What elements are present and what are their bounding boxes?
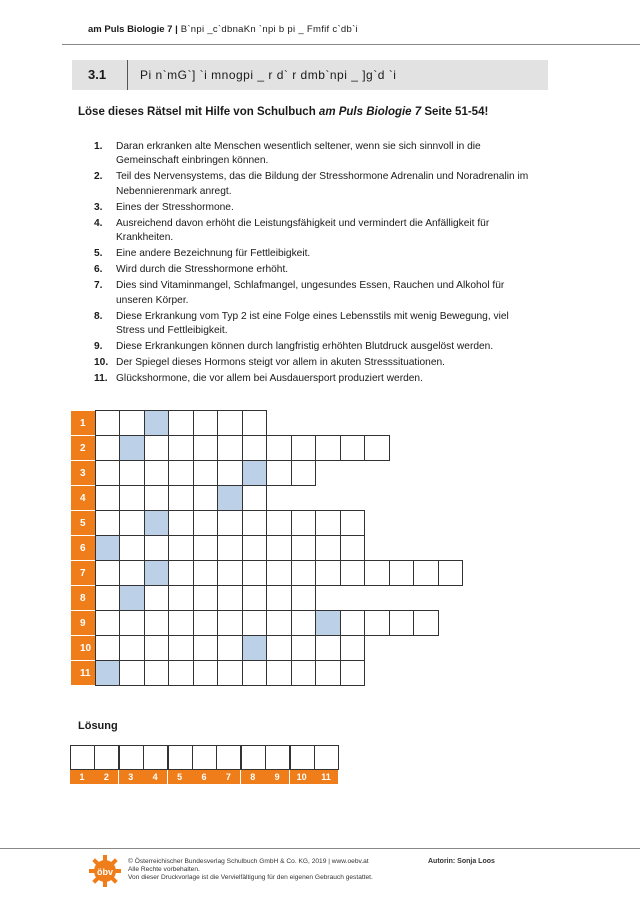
crossword-cell[interactable] [291,610,317,636]
crossword-cell[interactable] [193,460,219,486]
solution-box[interactable] [143,745,168,770]
crossword-cell[interactable] [217,435,243,461]
crossword-solution-cell[interactable] [95,535,121,561]
crossword-cell[interactable] [315,435,341,461]
crossword-cell[interactable] [364,610,390,636]
crossword-cell[interactable] [144,610,170,636]
crossword-cell[interactable] [242,610,268,636]
crossword-cell[interactable] [168,610,194,636]
clue-text: Wird durch die Stresshormone erhöht. [116,264,289,276]
clue-text: Eine andere Bezeichnung für Fettleibigkeit. [116,248,311,260]
solution-box[interactable] [216,745,241,770]
clue-number: 3. [94,201,103,213]
clue-item [94,356,538,370]
crossword-cell[interactable] [95,460,121,486]
header-book: am Puls Biologie 7 | [88,24,178,35]
crossword-cell[interactable] [168,560,194,586]
clue-number: 6. [94,264,103,276]
solution-box[interactable] [192,745,217,770]
clue-item [94,310,538,339]
clue-item [94,372,538,386]
crossword-solution-cell[interactable] [315,610,341,636]
footer-line: Von dieser Druckvorlage ist die Vervielfältigung für den eigenen Gebrauch gestattet. [128,874,373,882]
header-subtitle: B`npi _c`dbnaKn `npi b pi _ Fmfif c`db`i [177,24,358,35]
crossword-cell[interactable] [144,485,170,511]
crossword-cell[interactable] [315,510,341,536]
solution-number: 2 [94,770,119,784]
crossword-solution-cell[interactable] [144,410,170,436]
solution-number: 7 [216,770,241,784]
clue-text: Eines der Stresshormone. [116,201,234,213]
crossword-cell[interactable] [95,510,121,536]
clue-text: Dies sind Vitaminmangel, Schlafmangel, ungesundes Essen, Rauchen und Alkohol für unseren Körper. [116,280,505,306]
clue-text: Daran erkranken alte Menschen wesentlich seltener, wenn sie sich sinnvoll in die Gemeinschaft einbringen können. [116,141,481,167]
crossword-cell[interactable] [119,535,145,561]
crossword-cell[interactable] [340,635,366,661]
instruction-suffix: Seite 51-54! [421,106,489,118]
solution-label: Lösung [78,720,118,732]
solution-number: 10 [290,770,315,784]
crossword-cell[interactable] [95,635,121,661]
crossword-cell[interactable] [144,585,170,611]
crossword-cell[interactable] [217,660,243,686]
clue-item [94,247,538,261]
crossword-cell[interactable] [413,560,439,586]
crossword-row-number: 5 [70,510,96,536]
clue-item [94,340,538,354]
crossword-cell[interactable] [364,560,390,586]
footer-author: Autorin: Sonja Loos [428,858,495,865]
crossword-row-number: 6 [70,535,96,561]
crossword-cell[interactable] [291,660,317,686]
solution-box[interactable] [119,745,144,770]
crossword-cell[interactable] [119,560,145,586]
crossword-cell[interactable] [413,610,439,636]
clue-item [94,263,538,277]
crossword-row-number: 10 [70,635,96,661]
crossword-cell[interactable] [291,535,317,561]
crossword-cell[interactable] [340,610,366,636]
crossword-cell[interactable] [119,635,145,661]
crossword-cell[interactable] [340,560,366,586]
page-header [88,24,358,35]
clue-number: 2. [94,171,103,183]
crossword-cell[interactable] [242,535,268,561]
crossword-cell[interactable] [266,585,292,611]
crossword-solution-cell[interactable] [144,560,170,586]
crossword-cell[interactable] [438,560,464,586]
crossword-row-number: 8 [70,585,96,611]
crossword-cell[interactable] [144,635,170,661]
crossword-cell[interactable] [193,660,219,686]
crossword-cell[interactable] [291,460,317,486]
crossword-cell[interactable] [217,535,243,561]
crossword-cell[interactable] [217,560,243,586]
crossword-solution-cell[interactable] [119,585,145,611]
clue-number: 1. [94,141,103,152]
clue-text: Diese Erkrankung vom Typ 2 ist eine Folge eines Lebensstils mit wenig Bewegung, viel Stress und Fettleibigkeit. [116,310,509,337]
crossword-row-number: 7 [70,560,96,586]
crossword-cell[interactable] [389,610,415,636]
crossword-cell[interactable] [119,610,145,636]
crossword-cell[interactable] [193,435,219,461]
crossword-cell[interactable] [217,610,243,636]
instruction [78,106,488,118]
crossword-cell[interactable] [144,660,170,686]
crossword-cell[interactable] [291,560,317,586]
crossword-cell[interactable] [119,660,145,686]
crossword-cell[interactable] [144,535,170,561]
solution-box[interactable] [70,745,95,770]
crossword-cell[interactable] [315,635,341,661]
crossword-cell[interactable] [340,535,366,561]
solution-box[interactable] [290,745,315,770]
clue-text: Der Spiegel dieses Hormons steigt vor allem in akuten Stresssituationen. [116,357,445,369]
crossword-cell[interactable] [95,485,121,511]
crossword-cell[interactable] [193,535,219,561]
crossword-cell[interactable] [95,585,121,611]
crossword-solution-cell[interactable] [217,485,243,511]
solution-number: 5 [168,770,193,784]
crossword-cell[interactable] [266,510,292,536]
clue-number: 8. [94,310,103,322]
crossword-cell[interactable] [168,435,194,461]
crossword-cell[interactable] [193,560,219,586]
solution-number: 8 [241,770,266,784]
crossword-cell[interactable] [168,535,194,561]
crossword-solution-cell[interactable] [242,460,268,486]
clue-text: Glückshormone, die vor allem bei Ausdauersport produziert werden. [116,373,423,385]
crossword-cell[interactable] [168,410,194,436]
crossword-row-number: 1 [70,410,96,436]
crossword-cell[interactable] [315,535,341,561]
crossword-cell[interactable] [242,485,268,511]
footer-line: Alle Rechte vorbehalten. [128,866,200,874]
solution-number: 9 [265,770,290,784]
clue-item [94,170,538,199]
solution-number: 6 [192,770,217,784]
header-divider [62,44,640,45]
solution-box[interactable] [94,745,119,770]
solution-number: 4 [143,770,168,784]
crossword-cell[interactable] [340,510,366,536]
crossword-cell[interactable] [217,460,243,486]
crossword-cell[interactable] [193,610,219,636]
crossword-row-number: 4 [70,485,96,511]
crossword-cell[interactable] [266,635,292,661]
clue-number: 9. [94,341,103,353]
crossword-cell[interactable] [340,435,366,461]
footer-divider [0,848,640,849]
crossword-cell[interactable] [291,585,317,611]
crossword-cell[interactable] [242,585,268,611]
footer-line: © Österreichischer Bundesverlag Schulbuch GmbH & Co. KG, 2019 | www.oebv.at [128,858,369,865]
crossword-row-number: 11 [70,660,96,686]
clue-item [94,201,538,215]
clue-number: 11. [94,373,108,385]
crossword-cell[interactable] [193,635,219,661]
clue-number: 5. [94,248,103,260]
solution-number: 3 [119,770,144,784]
crossword-cell[interactable] [144,460,170,486]
oebv-logo-icon [88,854,122,888]
crossword-cell[interactable] [291,510,317,536]
solution-number: 11 [314,770,339,784]
clue-number: 7. [94,280,103,292]
solution-box[interactable] [265,745,290,770]
clue-text: Diese Erkrankungen können durch langfristig erhöhten Blutdruck ausgelöst werden. [116,341,494,353]
crossword-cell[interactable] [95,410,121,436]
crossword-solution-cell[interactable] [95,660,121,686]
instruction-book: am Puls Biologie 7 [318,106,422,118]
crossword-row-number: 2 [70,435,96,461]
section-title: Pi n`mG`] `i mnogpi _ r d` r dmb`npi _ ]g`d `i [140,68,397,82]
crossword-cell[interactable] [266,660,292,686]
crossword-row-number: 3 [70,460,96,486]
clue-item [94,279,538,308]
crossword-cell[interactable] [168,485,194,511]
crossword-cell[interactable] [193,510,219,536]
footer-copyright [128,858,373,883]
crossword-solution-cell[interactable] [119,435,145,461]
crossword-cell[interactable] [193,585,219,611]
crossword-cell[interactable] [266,460,292,486]
clue-text: Ausreichend davon erhöht die Leistungsfähigkeit und vermindert die Anfälligkeit für Krankheiten. [116,217,490,244]
crossword-cell[interactable] [291,635,317,661]
crossword-cell[interactable] [242,435,268,461]
crossword-cell[interactable] [266,435,292,461]
crossword-solution-cell[interactable] [144,510,170,536]
crossword-cell[interactable] [242,560,268,586]
solution-box[interactable] [314,745,339,770]
crossword-cell[interactable] [266,560,292,586]
crossword-cell[interactable] [168,660,194,686]
crossword-cell[interactable] [315,560,341,586]
crossword-cell[interactable] [119,510,145,536]
crossword-cell[interactable] [119,460,145,486]
crossword-cell[interactable] [389,560,415,586]
instruction-prefix: Löse dieses Rätsel mit Hilfe von Schulbuch [78,106,319,118]
solution-number: 1 [70,770,95,784]
crossword-cell[interactable] [95,560,121,586]
crossword-solution-cell[interactable] [242,635,268,661]
crossword-cell[interactable] [364,435,390,461]
clue-list [94,140,538,388]
clue-item [94,140,538,169]
crossword-cell[interactable] [242,510,268,536]
crossword-cell[interactable] [95,435,121,461]
logo-text: öbv [96,867,114,877]
crossword-cell[interactable] [119,485,145,511]
section-number: 3.1 [72,60,128,90]
crossword-cell[interactable] [193,485,219,511]
crossword-cell[interactable] [168,510,194,536]
crossword-cell[interactable] [193,410,219,436]
clue-number: 10. [94,357,109,369]
crossword-cell[interactable] [168,635,194,661]
crossword-cell[interactable] [95,610,121,636]
crossword-cell[interactable] [242,410,268,436]
crossword-cell[interactable] [217,585,243,611]
crossword-cell[interactable] [315,660,341,686]
solution-box[interactable] [241,745,266,770]
crossword-cell[interactable] [266,610,292,636]
crossword-cell[interactable] [168,585,194,611]
crossword-cell[interactable] [340,660,366,686]
crossword-row-number: 9 [70,610,96,636]
crossword-cell[interactable] [266,535,292,561]
crossword-cell[interactable] [168,460,194,486]
clue-text: Teil des Nervensystems, das die Bildung der Stresshormone Adrenalin und Noradrenalin im Nebennierenmark anregt. [116,171,529,197]
clue-item [94,217,538,246]
crossword-cell[interactable] [144,435,170,461]
crossword-cell[interactable] [217,635,243,661]
solution-box[interactable] [168,745,193,770]
crossword-cell[interactable] [242,660,268,686]
crossword-cell[interactable] [291,435,317,461]
clue-number: 4. [94,217,103,229]
crossword-cell[interactable] [119,410,145,436]
crossword-cell[interactable] [217,410,243,436]
crossword-cell[interactable] [217,510,243,536]
